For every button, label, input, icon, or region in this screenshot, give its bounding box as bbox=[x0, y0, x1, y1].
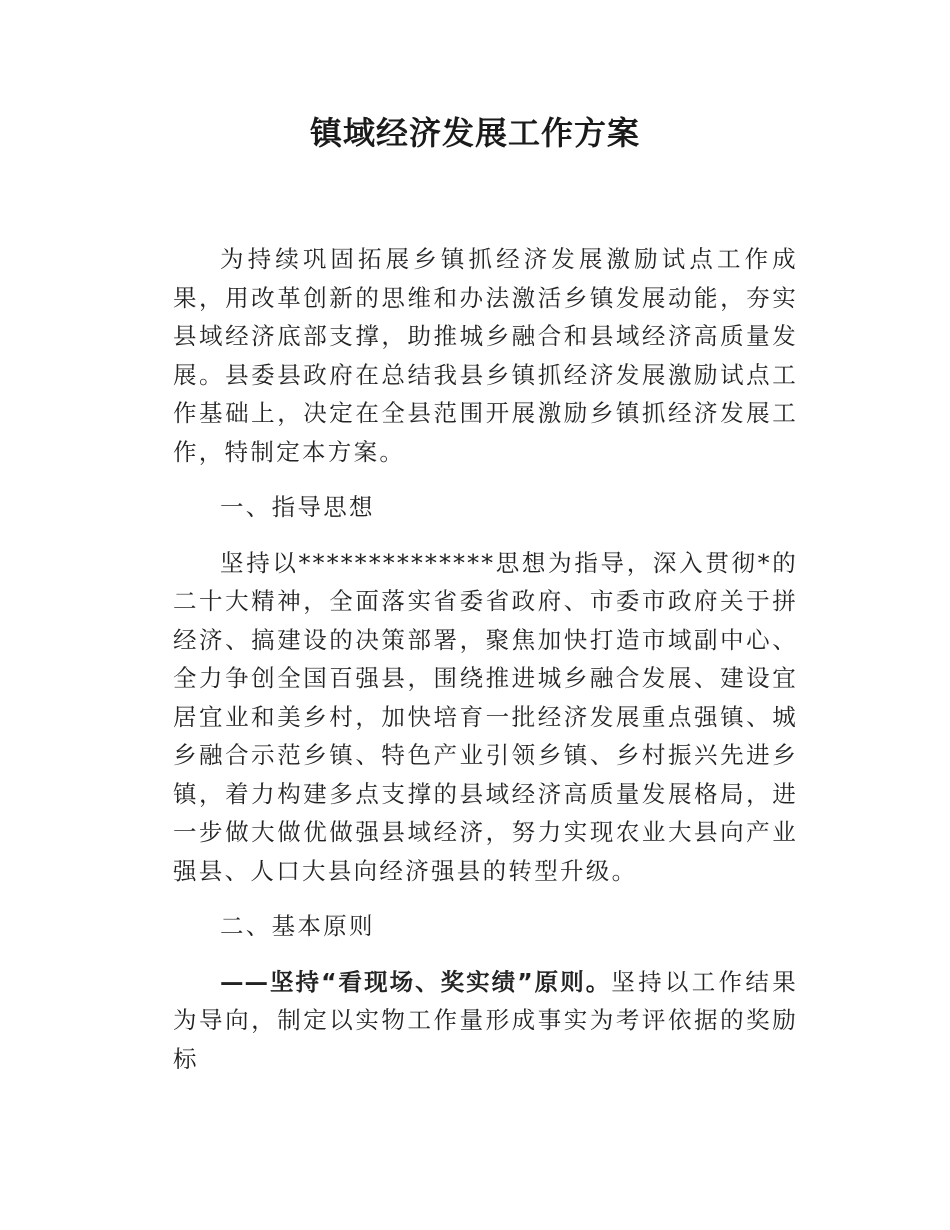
intro-paragraph: 为持续巩固拓展乡镇抓经济发展激励试点工作成果，用改革创新的思维和办法激活乡镇发展动能，夯实县域经济底部支撑，助推城乡融合和县域经济高质量发展。县委县政府在总结我县乡镇抓经济发展激励试点工作基础上，决定在全县范围开展激励乡镇抓经济发展工作，特制定本方案。 bbox=[173, 245, 798, 466]
document-body bbox=[173, 240, 798, 1078]
principle-body-text: 坚持以工作结果为导向，制定以实物工作量形成事实为考评依据的奖励标 bbox=[173, 967, 798, 1073]
guiding-ideology-paragraph: 坚持以**************思想为指导，深入贯彻*的二十大精神，全面落实省委省政府、市委市政府关于拼经济、搞建设的决策部署，聚焦加快打造市域副中心、全力争创全国百强县，围绕推进城乡融合发展、建设宜居宜业和美乡村，加快培育一批经济发展重点强镇、城乡融合示范乡镇、特色产业引领乡镇、乡村振兴先进乡镇，着力构建多点支撑的县域经济高质量发展格局，进一步做大做优做强县域经济，努力实现农业大县向产业强县、人口大县向经济强县的转型升级。 bbox=[173, 548, 798, 885]
document-title: 镇域经济发展工作方案 bbox=[309, 114, 640, 152]
section-heading-guiding-ideology: 一、指导思想 bbox=[220, 493, 375, 521]
principle-lead-text: ——坚持“看现场、奖实绩”原则。 bbox=[220, 967, 612, 996]
basic-principles-paragraph bbox=[173, 963, 798, 1079]
section-heading-basic-principles: 二、基本原则 bbox=[220, 912, 375, 940]
